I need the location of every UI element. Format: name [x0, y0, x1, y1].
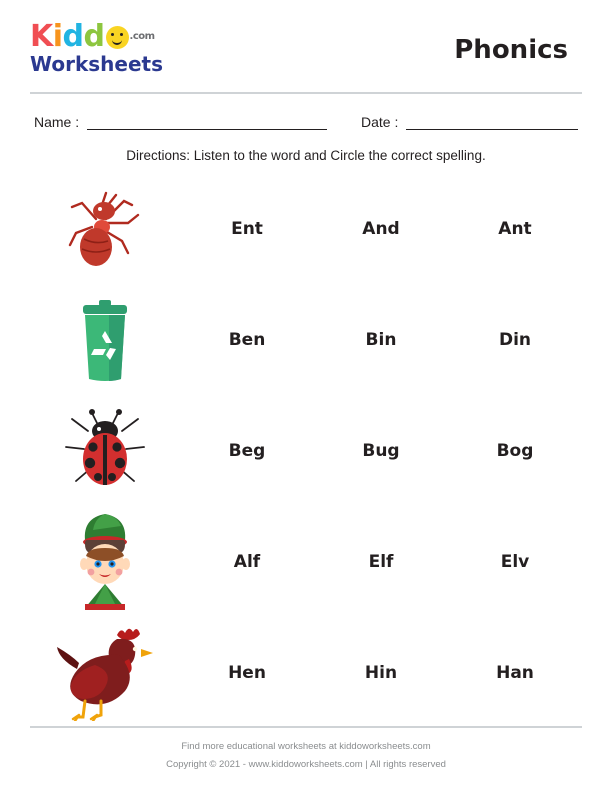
- logo-wordmark-bottom: Worksheets: [30, 52, 163, 76]
- option-choice[interactable]: Hen: [228, 662, 266, 683]
- option-choice[interactable]: Bug: [362, 440, 400, 461]
- options-group: [180, 330, 582, 350]
- option-choice[interactable]: And: [362, 218, 400, 239]
- footer-divider: [30, 726, 582, 728]
- option-choice[interactable]: Bin: [365, 329, 397, 350]
- question-row: [30, 284, 582, 395]
- option-choice[interactable]: Din: [498, 329, 532, 350]
- ladybug-illustration: [30, 409, 180, 493]
- option-choice[interactable]: Ben: [228, 329, 266, 350]
- option-choice[interactable]: Elf: [368, 551, 394, 572]
- question-row: [30, 173, 582, 284]
- options-group: [180, 441, 582, 461]
- date-input[interactable]: [406, 115, 578, 130]
- hen-illustration: [30, 625, 180, 721]
- logo-letter-d1: d: [62, 19, 84, 54]
- option-choice[interactable]: Alf: [233, 551, 261, 572]
- option-choice[interactable]: Hin: [364, 662, 398, 683]
- page-title: Phonics: [454, 35, 568, 65]
- kiddoworksheets-logo[interactable]: [30, 19, 190, 78]
- logo-letter-i: i: [52, 19, 63, 54]
- options-group: [180, 219, 582, 239]
- option-choice[interactable]: Han: [496, 662, 534, 683]
- logo-wordmark-top: [30, 19, 190, 54]
- option-choice[interactable]: Elv: [500, 551, 530, 572]
- name-date-row: [30, 94, 582, 130]
- recycle-bin-illustration: [30, 297, 180, 383]
- questions-list: [30, 169, 582, 728]
- footer-line-2: Copyright © 2021 - www.kiddoworksheets.com | All rights reserved: [166, 758, 446, 770]
- name-input[interactable]: [87, 115, 327, 130]
- date-field-group: [361, 114, 578, 130]
- logo-letter-k: K: [30, 19, 53, 54]
- smiley-face-icon: [106, 26, 129, 49]
- page-header: [30, 0, 582, 86]
- option-choice[interactable]: Ent: [231, 218, 263, 239]
- options-group: [180, 552, 582, 572]
- name-field-group: [34, 114, 327, 130]
- date-label: Date :: [360, 114, 399, 130]
- logo-dotcom-label: .com: [129, 31, 155, 42]
- option-choice[interactable]: Ant: [498, 218, 532, 239]
- ant-illustration: [30, 189, 180, 269]
- directions-text: Directions: Listen to the word and Circle the correct spelling.: [126, 148, 486, 163]
- logo-letter-d2: d: [83, 19, 105, 54]
- question-row: [30, 506, 582, 617]
- option-choice[interactable]: Bog: [496, 440, 534, 461]
- footer-line-1: Find more educational worksheets at kiddoworksheets.com: [181, 740, 431, 752]
- page-footer: [30, 726, 582, 774]
- option-choice[interactable]: Beg: [228, 440, 266, 461]
- question-row: [30, 395, 582, 506]
- question-row: [30, 617, 582, 728]
- elf-illustration: [30, 512, 180, 612]
- options-group: [180, 663, 582, 683]
- name-label: Name :: [34, 114, 80, 130]
